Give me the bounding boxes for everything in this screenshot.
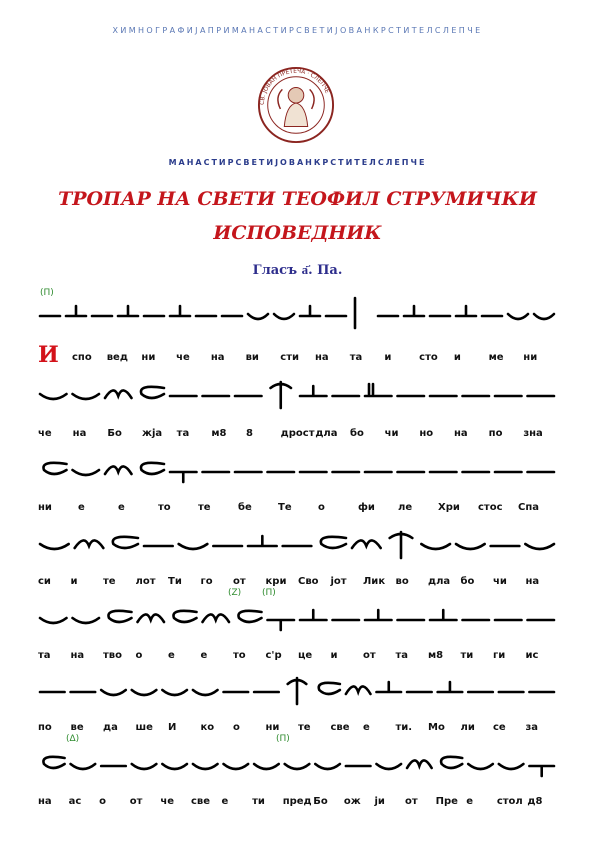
neume-glyph xyxy=(285,764,310,769)
syllable: ји xyxy=(374,796,385,807)
running-header: ХИМНОГРАФИЈАПРИМАНАСТИРСВЕТИЈОВАНКРСТИТЕЛСЛЕПЧЕ xyxy=(112,26,483,35)
syllable: ни xyxy=(38,502,52,513)
syllable: м8 xyxy=(211,428,227,439)
neume-glyph xyxy=(407,760,432,768)
neume-glyph xyxy=(248,536,277,546)
syllable: бе xyxy=(238,502,252,513)
neume-glyph xyxy=(288,678,307,704)
syllable: тво xyxy=(103,650,122,661)
syllable: ни xyxy=(523,352,538,363)
syllable: и xyxy=(330,650,338,661)
neume-glyph xyxy=(404,306,424,316)
neume-glyph xyxy=(193,690,218,695)
syllable: от xyxy=(129,796,143,807)
syllable: и xyxy=(384,352,392,363)
lyric-row xyxy=(38,572,558,592)
syllable: те xyxy=(298,722,311,733)
neume-glyph xyxy=(73,470,100,475)
syllable: о xyxy=(99,796,107,807)
lyric-row xyxy=(38,342,558,368)
neume-row xyxy=(38,670,558,710)
neume-glyph xyxy=(101,690,126,695)
syllable: да xyxy=(103,722,118,733)
syllable: е xyxy=(221,796,229,807)
syllable: бо xyxy=(460,576,475,587)
syllable: Те xyxy=(278,502,292,513)
neume-glyph xyxy=(300,306,320,316)
syllable: И xyxy=(168,722,177,733)
syllable: Мо xyxy=(428,722,445,733)
monastery-line: МАНАСТИРСВЕТИЈОВАНКРСТИТЕЛСЛЕПЧЕ xyxy=(168,158,427,167)
lyric-row xyxy=(38,424,558,444)
syllable: за xyxy=(525,722,539,733)
neume-glyph xyxy=(315,764,340,769)
syllable: го xyxy=(200,576,213,587)
neume-glyph xyxy=(179,544,208,549)
lyric-row xyxy=(38,646,558,666)
neume-glyph xyxy=(138,614,165,622)
lyric-row xyxy=(38,718,558,738)
syllable: те xyxy=(198,502,211,513)
syllable: Бо xyxy=(107,428,122,439)
neume-glyph xyxy=(274,314,294,319)
syllable: от xyxy=(363,650,376,661)
lyric-row xyxy=(38,498,558,518)
mode-mark: (П) xyxy=(40,288,54,298)
mode-mark: (П) xyxy=(276,734,290,744)
neume-glyph xyxy=(438,682,463,692)
monastery-seal xyxy=(257,66,335,144)
neume-glyph xyxy=(456,544,485,549)
syllable: бо xyxy=(350,428,364,439)
neume-row xyxy=(38,598,558,638)
neume-glyph xyxy=(71,764,96,769)
syllable: стол xyxy=(496,796,523,807)
syllable: дла xyxy=(428,576,451,587)
syllable: та xyxy=(349,352,363,363)
syllable: е xyxy=(466,796,474,807)
neume-glyph xyxy=(170,306,190,316)
neume-glyph xyxy=(75,540,104,548)
syllable: ве xyxy=(70,722,84,733)
syllable: от xyxy=(405,796,418,807)
neume-glyph xyxy=(40,618,67,623)
syllable: ти xyxy=(252,796,265,807)
syllable: Ти xyxy=(168,576,182,587)
neume-glyph xyxy=(43,463,66,474)
neume-glyph xyxy=(421,544,450,549)
syllable: е xyxy=(118,502,125,513)
syllable: ше xyxy=(135,722,153,733)
neume-glyph xyxy=(300,386,327,396)
mode-mark: (Δ) xyxy=(66,734,80,744)
syllable: че xyxy=(176,352,190,363)
neume-glyph xyxy=(321,537,346,548)
syllable: во xyxy=(395,576,409,587)
syllable: си xyxy=(38,576,51,587)
drop-initial: И xyxy=(38,342,59,368)
neume-glyph xyxy=(162,764,187,769)
syllable: и xyxy=(70,576,78,587)
syllable: це xyxy=(298,650,313,661)
syllable: о xyxy=(135,650,143,661)
syllable: та xyxy=(395,650,409,661)
syllable: на xyxy=(38,796,52,807)
neume-glyph xyxy=(173,611,196,622)
neume-glyph xyxy=(508,314,528,319)
syllable: чи xyxy=(493,576,507,587)
syllable: на xyxy=(210,352,225,363)
syllable: та xyxy=(176,428,190,439)
syllable: то xyxy=(233,650,246,661)
syllable: ни xyxy=(141,352,156,363)
syllable: ле xyxy=(398,502,413,513)
syllable: с'р xyxy=(265,650,282,661)
neume-glyph xyxy=(73,618,100,623)
syllable: сто xyxy=(419,352,438,363)
syllable: ис xyxy=(525,650,539,661)
syllable: по xyxy=(38,722,52,733)
syllable: на xyxy=(525,576,540,587)
syllable: стос xyxy=(478,502,503,513)
syllable: ож xyxy=(343,796,361,807)
syllable: све xyxy=(190,796,210,807)
neume-glyph xyxy=(254,764,279,769)
neume-glyph xyxy=(376,682,401,692)
syllable: ни xyxy=(265,722,280,733)
syllable: по xyxy=(488,428,503,439)
syllable: е xyxy=(78,502,85,513)
mode-mark: (Ζ) xyxy=(228,588,242,598)
syllable: фи xyxy=(358,502,375,513)
syllable: е xyxy=(168,650,175,661)
neume-glyph xyxy=(456,306,476,316)
neume-glyph xyxy=(203,614,230,622)
syllable: лот xyxy=(135,576,156,587)
neume-glyph xyxy=(238,611,261,622)
neume-glyph xyxy=(141,463,164,474)
neume-glyph xyxy=(141,387,164,398)
syllable: спо xyxy=(72,352,92,363)
syllable: вед xyxy=(106,352,128,363)
syllable: пред xyxy=(282,796,312,807)
neume-glyph xyxy=(43,757,64,768)
syllable: о xyxy=(318,502,325,513)
neume-glyph xyxy=(376,764,401,769)
neume-glyph xyxy=(365,610,392,620)
neume-row xyxy=(38,524,558,564)
syllable: ви xyxy=(245,352,259,363)
neume-glyph xyxy=(170,472,197,482)
syllable: е xyxy=(363,722,370,733)
syllable: Хри xyxy=(438,502,460,513)
syllable: е xyxy=(200,650,208,661)
syllable: ли xyxy=(460,722,475,733)
syllable: Бо xyxy=(313,796,328,807)
neume-glyph xyxy=(499,764,524,769)
title-line-1: ТРОПАР НА СВЕТИ ТЕОФИЛ СТРУМИЧКИ xyxy=(58,188,537,210)
neume-glyph xyxy=(118,306,138,316)
syllable: јот xyxy=(330,576,347,587)
syllable: ко xyxy=(200,722,215,733)
syllable: кри xyxy=(265,576,287,587)
neume-glyph xyxy=(346,686,371,694)
lyric-row xyxy=(38,792,558,812)
syllable: че xyxy=(160,796,174,807)
syllable: на xyxy=(454,428,468,439)
neume-glyph xyxy=(73,394,100,399)
syllable: ги xyxy=(493,650,506,661)
tone-label: Гласъ а҃. Па. xyxy=(252,263,343,278)
neume-glyph xyxy=(132,690,157,695)
neume-row xyxy=(38,744,558,784)
syllable: на xyxy=(315,352,329,363)
syllable: ти. xyxy=(395,722,413,733)
neume-glyph xyxy=(162,690,187,695)
syllable: Спа xyxy=(518,502,539,513)
syllable: ти xyxy=(460,650,474,661)
mode-mark: (П) xyxy=(262,588,276,598)
neume-row xyxy=(38,450,558,490)
syllable: но xyxy=(419,428,434,439)
syllable: от xyxy=(233,576,246,587)
syllable: ме xyxy=(488,352,504,363)
syllable: на xyxy=(70,650,85,661)
neume-glyph xyxy=(534,314,554,319)
syllable: та xyxy=(38,650,51,661)
neume-glyph xyxy=(105,390,132,398)
neume-glyph xyxy=(108,611,131,622)
syllable: дла xyxy=(315,428,338,439)
syllable: зна xyxy=(523,428,543,439)
neume-row xyxy=(38,294,558,334)
syllable: д8 xyxy=(527,796,543,807)
syllable: то xyxy=(158,502,171,513)
neume-glyph xyxy=(105,466,132,474)
syllable: о xyxy=(233,722,240,733)
neume-glyph xyxy=(468,764,493,769)
neume-glyph xyxy=(430,610,457,620)
neume-glyph xyxy=(271,382,292,408)
syllable: се xyxy=(493,722,506,733)
syllable: Сво xyxy=(298,576,319,587)
neume-glyph xyxy=(66,306,86,316)
neume-glyph xyxy=(529,766,554,776)
neume-glyph xyxy=(268,620,295,630)
neume-glyph xyxy=(441,757,462,768)
syllable: дрост xyxy=(280,428,315,439)
syllable: на xyxy=(72,428,87,439)
neume-row xyxy=(38,374,558,414)
syllable: све xyxy=(330,722,350,733)
title-line-2: ИСПОВЕДНИК xyxy=(213,222,382,244)
neume-glyph xyxy=(352,540,381,548)
neume-glyph xyxy=(193,764,218,769)
syllable: чи xyxy=(384,428,399,439)
syllable: и xyxy=(453,352,461,363)
neume-glyph xyxy=(224,764,249,769)
syllable: че xyxy=(38,428,52,439)
neume-glyph xyxy=(40,544,69,549)
syllable: Пре xyxy=(435,796,458,807)
syllable: 8 xyxy=(246,428,253,439)
neume-glyph xyxy=(40,394,67,399)
neume-glyph xyxy=(365,384,392,396)
syllable: те xyxy=(103,576,116,587)
svg-text:СВ. ЈОВАН ПРЕТЕЧА · СЛЕПЧЕ: СВ. ЈОВАН ПРЕТЕЧА · СЛЕПЧЕ xyxy=(259,68,330,106)
neume-glyph xyxy=(319,683,340,694)
neume-glyph xyxy=(300,610,327,620)
neume-glyph xyxy=(113,537,138,548)
syllable: Лик xyxy=(363,576,386,587)
syllable: сти xyxy=(280,352,300,363)
neume-glyph xyxy=(525,544,554,549)
neume-glyph xyxy=(248,314,268,319)
syllable: жја xyxy=(142,428,163,439)
neume-glyph xyxy=(132,764,157,769)
syllable: м8 xyxy=(428,650,444,661)
neume-glyph xyxy=(390,532,413,558)
syllable: ас xyxy=(68,796,82,807)
